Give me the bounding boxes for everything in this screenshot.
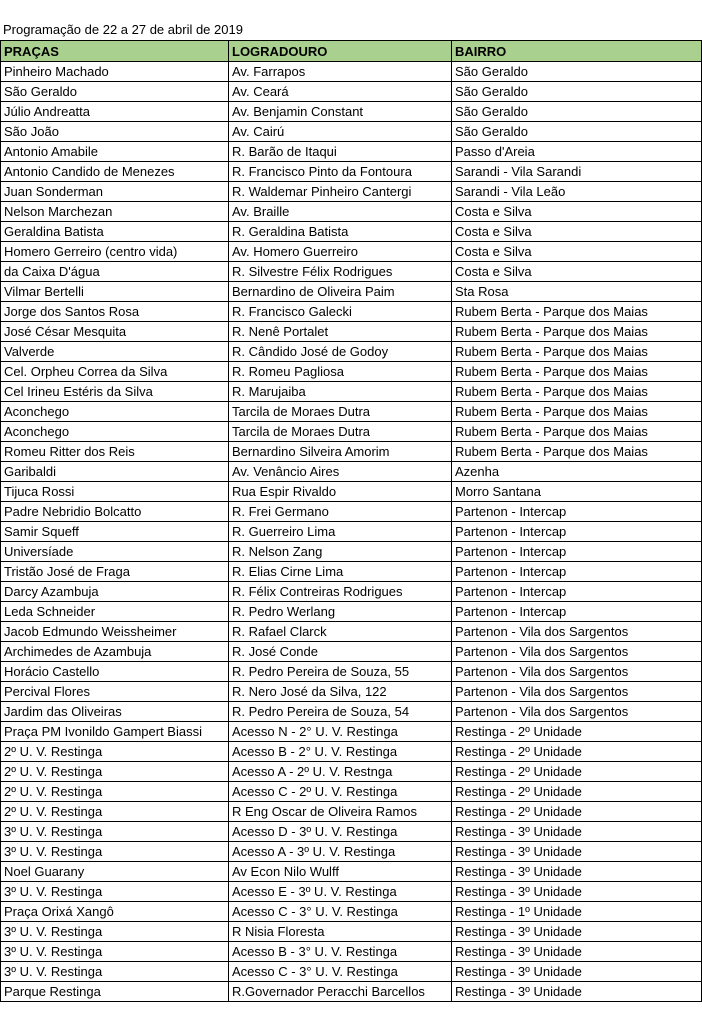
- praca-cell: Horácio Castello: [1, 662, 229, 682]
- logradouro-cell: R. Rafael Clarck: [229, 622, 452, 642]
- table-row: [1, 622, 702, 642]
- bairro-cell: Partenon - Vila dos Sargentos: [452, 622, 702, 642]
- table-row: [1, 482, 702, 502]
- bairro-cell: Costa e Silva: [452, 202, 702, 222]
- logradouro-cell: R. Guerreiro Lima: [229, 522, 452, 542]
- bairro-cell: Rubem Berta - Parque dos Maias: [452, 422, 702, 442]
- table-row: [1, 582, 702, 602]
- praca-cell: Cel Irineu Estéris da Silva: [1, 382, 229, 402]
- praca-cell: Garibaldi: [1, 462, 229, 482]
- praca-cell: 3º U. V. Restinga: [1, 842, 229, 862]
- logradouro-cell: R. Pedro Pereira de Souza, 54: [229, 702, 452, 722]
- table-row: [1, 302, 702, 322]
- logradouro-cell: Tarcila de Moraes Dutra: [229, 422, 452, 442]
- table-row: [1, 982, 702, 1002]
- praca-cell: Aconchego: [1, 422, 229, 442]
- logradouro-cell: Av. Farrapos: [229, 62, 452, 82]
- bairro-cell: Restinga - 3º Unidade: [452, 962, 702, 982]
- table-row: [1, 522, 702, 542]
- table-row: [1, 282, 702, 302]
- praca-cell: Antonio Candido de Menezes: [1, 162, 229, 182]
- logradouro-cell: R. Nenê Portalet: [229, 322, 452, 342]
- logradouro-cell: R. Pedro Werlang: [229, 602, 452, 622]
- table-row: [1, 462, 702, 482]
- bairro-cell: Restinga - 3º Unidade: [452, 862, 702, 882]
- praca-cell: Aconchego: [1, 402, 229, 422]
- logradouro-cell: Tarcila de Moraes Dutra: [229, 402, 452, 422]
- logradouro-cell: Av. Braille: [229, 202, 452, 222]
- logradouro-cell: Av. Cairú: [229, 122, 452, 142]
- logradouro-cell: R. Waldemar Pinheiro Cantergi: [229, 182, 452, 202]
- bairro-cell: São Geraldo: [452, 62, 702, 82]
- column-header-logradouro: LOGRADOURO: [229, 41, 452, 62]
- table-row: [1, 942, 702, 962]
- bairro-cell: Sarandi - Vila Sarandi: [452, 162, 702, 182]
- bairro-cell: Costa e Silva: [452, 262, 702, 282]
- table-row: [1, 782, 702, 802]
- table-row: [1, 642, 702, 662]
- praca-cell: Darcy Azambuja: [1, 582, 229, 602]
- table-row: [1, 662, 702, 682]
- praca-cell: Praça Orixá Xangô: [1, 902, 229, 922]
- praca-cell: 3º U. V. Restinga: [1, 942, 229, 962]
- praca-cell: 2º U. V. Restinga: [1, 742, 229, 762]
- bairro-cell: Rubem Berta - Parque dos Maias: [452, 362, 702, 382]
- page-title: Programação de 22 a 27 de abril de 2019: [3, 22, 243, 37]
- bairro-cell: Partenon - Vila dos Sargentos: [452, 682, 702, 702]
- table-row: [1, 142, 702, 162]
- logradouro-cell: Av. Homero Guerreiro: [229, 242, 452, 262]
- table-row: [1, 382, 702, 402]
- logradouro-cell: Acesso D - 3º U. V. Restinga: [229, 822, 452, 842]
- praca-cell: Jardim das Oliveiras: [1, 702, 229, 722]
- header-row: [1, 41, 702, 62]
- bairro-cell: Restinga - 2º Unidade: [452, 802, 702, 822]
- bairro-cell: Passo d'Areia: [452, 142, 702, 162]
- logradouro-cell: Acesso C - 3° U. V. Restinga: [229, 902, 452, 922]
- logradouro-cell: Bernardino Silveira Amorim: [229, 442, 452, 462]
- bairro-cell: Partenon - Vila dos Sargentos: [452, 662, 702, 682]
- table-row: [1, 222, 702, 242]
- logradouro-cell: Bernardino de Oliveira Paim: [229, 282, 452, 302]
- logradouro-cell: R. Nelson Zang: [229, 542, 452, 562]
- praca-cell: 2º U. V. Restinga: [1, 802, 229, 822]
- column-header-pracas: PRAÇAS: [1, 41, 229, 62]
- bairro-cell: São Geraldo: [452, 102, 702, 122]
- praca-cell: Praça PM Ivonildo Gampert Biassi: [1, 722, 229, 742]
- bairro-cell: Rubem Berta - Parque dos Maias: [452, 302, 702, 322]
- praca-cell: Juan Sonderman: [1, 182, 229, 202]
- table-row: [1, 202, 702, 222]
- table-row: [1, 102, 702, 122]
- logradouro-cell: Acesso C - 3° U. V. Restinga: [229, 962, 452, 982]
- table-row: [1, 802, 702, 822]
- bairro-cell: Morro Santana: [452, 482, 702, 502]
- praca-cell: Noel Guarany: [1, 862, 229, 882]
- logradouro-cell: Acesso B - 3° U. V. Restinga: [229, 942, 452, 962]
- table-row: [1, 742, 702, 762]
- table-row: [1, 422, 702, 442]
- bairro-cell: Sarandi - Vila Leão: [452, 182, 702, 202]
- bairro-cell: Partenon - Intercap: [452, 542, 702, 562]
- table-row: [1, 62, 702, 82]
- logradouro-cell: Av. Ceará: [229, 82, 452, 102]
- logradouro-cell: Acesso C - 2º U. V. Restinga: [229, 782, 452, 802]
- logradouro-cell: R. Romeu Pagliosa: [229, 362, 452, 382]
- logradouro-cell: Av Econ Nilo Wulff: [229, 862, 452, 882]
- praca-cell: Júlio Andreatta: [1, 102, 229, 122]
- praca-cell: Universíade: [1, 542, 229, 562]
- praca-cell: 2º U. V. Restinga: [1, 762, 229, 782]
- bairro-cell: Restinga - 3º Unidade: [452, 822, 702, 842]
- bairro-cell: Rubem Berta - Parque dos Maias: [452, 342, 702, 362]
- bairro-cell: Rubem Berta - Parque dos Maias: [452, 382, 702, 402]
- bairro-cell: Partenon - Vila dos Sargentos: [452, 642, 702, 662]
- logradouro-cell: R Nisia Floresta: [229, 922, 452, 942]
- bairro-cell: Costa e Silva: [452, 242, 702, 262]
- praca-cell: Cel. Orpheu Correa da Silva: [1, 362, 229, 382]
- logradouro-cell: R Eng Oscar de Oliveira Ramos: [229, 802, 452, 822]
- praca-cell: Padre Nebridio Bolcatto: [1, 502, 229, 522]
- table-row: [1, 262, 702, 282]
- praca-cell: Tijuca Rossi: [1, 482, 229, 502]
- logradouro-cell: Acesso A - 2º U. V. Restnga: [229, 762, 452, 782]
- logradouro-cell: Av. Benjamin Constant: [229, 102, 452, 122]
- bairro-cell: Restinga - 3º Unidade: [452, 982, 702, 1002]
- table-row: [1, 762, 702, 782]
- bairro-cell: Rubem Berta - Parque dos Maias: [452, 322, 702, 342]
- bairro-cell: Restinga - 3º Unidade: [452, 922, 702, 942]
- praca-cell: José César Mesquita: [1, 322, 229, 342]
- praca-cell: 3º U. V. Restinga: [1, 962, 229, 982]
- praca-cell: 3º U. V. Restinga: [1, 822, 229, 842]
- bairro-cell: Partenon - Intercap: [452, 602, 702, 622]
- praca-cell: da Caixa D'água: [1, 262, 229, 282]
- praca-cell: Parque Restinga: [1, 982, 229, 1002]
- table-row: [1, 122, 702, 142]
- praca-cell: 3º U. V. Restinga: [1, 882, 229, 902]
- table-row: [1, 182, 702, 202]
- logradouro-cell: R.Governador Peracchi Barcellos: [229, 982, 452, 1002]
- table-row: [1, 442, 702, 462]
- bairro-cell: Restinga - 2º Unidade: [452, 722, 702, 742]
- logradouro-cell: R. Cândido José de Godoy: [229, 342, 452, 362]
- table-row: [1, 82, 702, 102]
- bairro-cell: Partenon - Intercap: [452, 502, 702, 522]
- logradouro-cell: Rua Espir Rivaldo: [229, 482, 452, 502]
- bairro-cell: Restinga - 3º Unidade: [452, 842, 702, 862]
- praca-cell: Percival Flores: [1, 682, 229, 702]
- table-row: [1, 822, 702, 842]
- table-row: [1, 902, 702, 922]
- logradouro-cell: R. Nero José da Silva, 122: [229, 682, 452, 702]
- bairro-cell: Restinga - 2º Unidade: [452, 742, 702, 762]
- praca-cell: 2º U. V. Restinga: [1, 782, 229, 802]
- logradouro-cell: R. Marujaiba: [229, 382, 452, 402]
- table-row: [1, 362, 702, 382]
- praca-cell: Pinheiro Machado: [1, 62, 229, 82]
- bairro-cell: Rubem Berta - Parque dos Maias: [452, 402, 702, 422]
- praca-cell: Jorge dos Santos Rosa: [1, 302, 229, 322]
- bairro-cell: Restinga - 3º Unidade: [452, 882, 702, 902]
- bairro-cell: Restinga - 2º Unidade: [452, 782, 702, 802]
- table-row: [1, 722, 702, 742]
- bairro-cell: São Geraldo: [452, 122, 702, 142]
- table-row: [1, 342, 702, 362]
- bairro-cell: São Geraldo: [452, 82, 702, 102]
- praca-cell: Archimedes de Azambuja: [1, 642, 229, 662]
- table-row: [1, 682, 702, 702]
- logradouro-cell: Acesso A - 3º U. V. Restinga: [229, 842, 452, 862]
- table-row: [1, 242, 702, 262]
- bairro-cell: Restinga - 2º Unidade: [452, 762, 702, 782]
- table-row: [1, 542, 702, 562]
- logradouro-cell: R. Francisco Galecki: [229, 302, 452, 322]
- bairro-cell: Restinga - 3º Unidade: [452, 942, 702, 962]
- logradouro-cell: Acesso E - 3º U. V. Restinga: [229, 882, 452, 902]
- bairro-cell: Rubem Berta - Parque dos Maias: [452, 442, 702, 462]
- praca-cell: Antonio Amabile: [1, 142, 229, 162]
- logradouro-cell: R. Frei Germano: [229, 502, 452, 522]
- logradouro-cell: R. Silvestre Félix Rodrigues: [229, 262, 452, 282]
- logradouro-cell: Acesso B - 2° U. V. Restinga: [229, 742, 452, 762]
- praca-cell: Geraldina Batista: [1, 222, 229, 242]
- bairro-cell: Azenha: [452, 462, 702, 482]
- praca-cell: Samir Squeff: [1, 522, 229, 542]
- column-header-bairro: BAIRRO: [452, 41, 702, 62]
- praca-cell: Homero Gerreiro (centro vida): [1, 242, 229, 262]
- logradouro-cell: R. Elias Cirne Lima: [229, 562, 452, 582]
- logradouro-cell: R. Félix Contreiras Rodrigues: [229, 582, 452, 602]
- logradouro-cell: R. Geraldina Batista: [229, 222, 452, 242]
- bairro-cell: Restinga - 1º Unidade: [452, 902, 702, 922]
- table-row: [1, 922, 702, 942]
- praca-cell: Vilmar Bertelli: [1, 282, 229, 302]
- praca-cell: Nelson Marchezan: [1, 202, 229, 222]
- table-row: [1, 602, 702, 622]
- table-row: [1, 502, 702, 522]
- table-row: [1, 162, 702, 182]
- table-row: [1, 842, 702, 862]
- praca-cell: São João: [1, 122, 229, 142]
- logradouro-cell: Av. Venâncio Aires: [229, 462, 452, 482]
- bairro-cell: Sta Rosa: [452, 282, 702, 302]
- table-row: [1, 322, 702, 342]
- praca-cell: São Geraldo: [1, 82, 229, 102]
- praca-cell: Tristão José de Fraga: [1, 562, 229, 582]
- table-row: [1, 862, 702, 882]
- logradouro-cell: R. Francisco Pinto da Fontoura: [229, 162, 452, 182]
- table-row: [1, 702, 702, 722]
- praca-cell: Jacob Edmundo Weissheimer: [1, 622, 229, 642]
- bairro-cell: Costa e Silva: [452, 222, 702, 242]
- table-row: [1, 962, 702, 982]
- logradouro-cell: R. José Conde: [229, 642, 452, 662]
- bairro-cell: Partenon - Vila dos Sargentos: [452, 702, 702, 722]
- table-row: [1, 402, 702, 422]
- table-row: [1, 562, 702, 582]
- praca-cell: Valverde: [1, 342, 229, 362]
- praca-cell: Romeu Ritter dos Reis: [1, 442, 229, 462]
- logradouro-cell: Acesso N - 2° U. V. Restinga: [229, 722, 452, 742]
- table-row: [1, 882, 702, 902]
- praca-cell: Leda Schneider: [1, 602, 229, 622]
- schedule-table: [0, 40, 702, 1002]
- logradouro-cell: R. Pedro Pereira de Souza, 55: [229, 662, 452, 682]
- logradouro-cell: R. Barão de Itaqui: [229, 142, 452, 162]
- bairro-cell: Partenon - Intercap: [452, 562, 702, 582]
- table-body: [1, 62, 702, 1002]
- bairro-cell: Partenon - Intercap: [452, 582, 702, 602]
- bairro-cell: Partenon - Intercap: [452, 522, 702, 542]
- praca-cell: 3º U. V. Restinga: [1, 922, 229, 942]
